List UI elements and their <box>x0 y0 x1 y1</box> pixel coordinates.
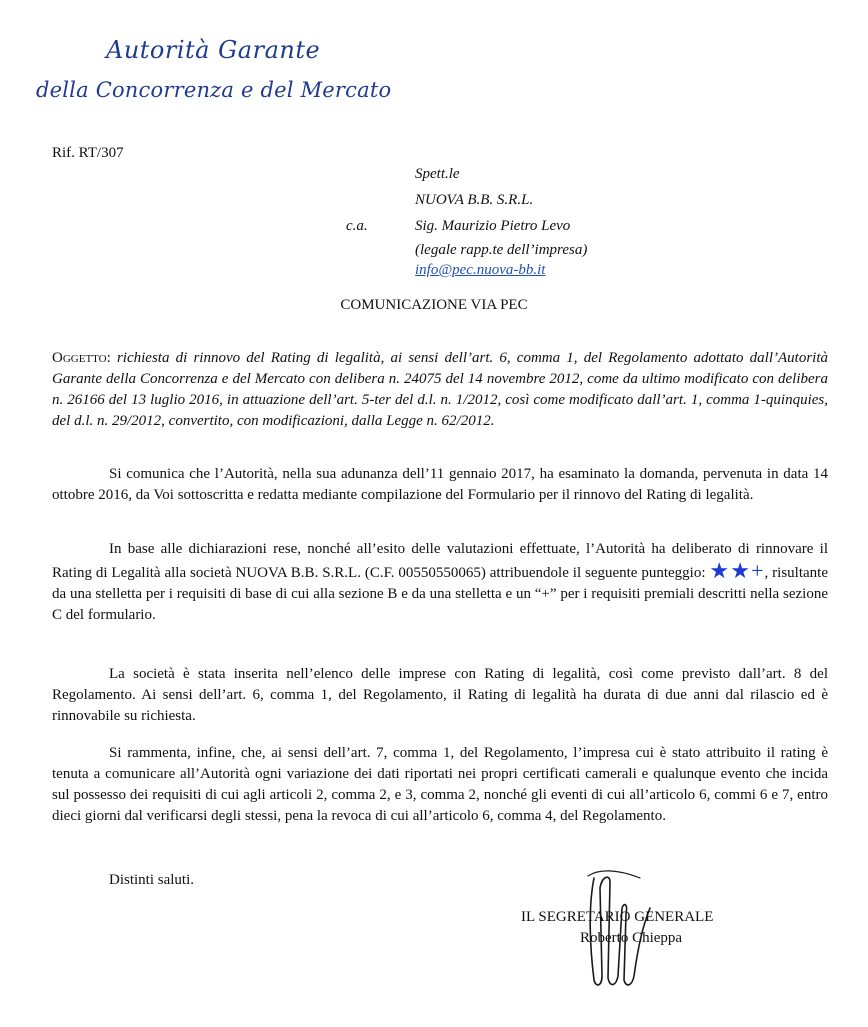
communication-type: COMUNICAZIONE VIA PEC <box>340 297 528 313</box>
body-paragraph-1: Si comunica che l’Autorità, nella sua adunanza dell’11 gennaio 2017, ha esaminato la domanda, pervenuta in data 14 ottobre 2016, da Voi sottoscritta e redatta mediante compilazione del Formulario per il rinnovo del Rating di legalità. <box>52 466 828 503</box>
body-paragraph-2-after: , risultante da una stelletta per i requisiti di base di cui alla sezione B e da una stelletta e un “+” per i requisiti premiali descritti nella sezione C del formulario. <box>52 565 828 623</box>
body-paragraph-4: Si rammenta, infine, che, ai sensi dell’art. 7, comma 1, del Regolamento, l’impresa cui è stato attribuito il rating è tenuta a comunicare all’Autorità ogni variazione dei dati riportati nei propri certificati camerali e qualunque evento che incida sul possesso dei requisiti di cui agli articoli 2, comma 2, e 3, comma 2, nonché gli eventi di cui all’articolo 6, commi 6 e 7, entro dieci giorni dal verificarsi degli stessi, pena la revoca di cui all’articolo 6, comma 4, del Regolamento. <box>52 745 828 824</box>
closing-greeting: Distinti saluti. <box>109 872 195 888</box>
recipient-role: (legale rapp.te dell’impresa) <box>415 242 588 258</box>
authority-logo <box>36 36 392 116</box>
ca-label: c.a. <box>346 218 368 234</box>
signatory-title: IL SEGRETARIO GENERALE <box>521 909 714 925</box>
body-paragraph-2-before: In base alle dichiarazioni rese, nonché all’esito delle valutazioni effettuate, l’Autorità ha deliberato di rinnovare il Rating di Legalità alla società NUOVA B.B. S.R.L. (C.F. 00550550065) attribuendole il seguente punteggio: <box>52 541 828 581</box>
logo-line-2: della Concorrenza e del Mercato <box>36 78 392 102</box>
body-paragraph-3: La società è stata inserita nell’elenco delle imprese con Rating di legalità, così come previsto dall’art. 8 del Regolamento. Ai sensi dell’art. 6, comma 1, del Regolamento, il Rating di legalità ha durata di due anni dal rilascio ed è rinnovabile su richiesta. <box>52 666 828 724</box>
subject-text: richiesta di rinnovo del Rating di legalità, ai sensi dell’art. 6, comma 1, del Regolamento adottato dall’Autorità Garante della Concorrenza e del Mercato con delibera n. 24075 del 14 novembre 2012, come da ultimo modificato con delibera n. 26166 del 13 luglio 2016, in attuazione dell’art. 5-ter del d.l. n. 1/2012, così come modificato dall’art. 1, comma 1-quinquies, del d.l. n. 29/2012, convertito, con modificazioni, dalla Legge n. 62/2012. <box>52 350 829 429</box>
recipient-person: Sig. Maurizio Pietro Levo <box>415 218 571 234</box>
signatory-name: Roberto Chieppa <box>580 930 683 946</box>
recipient-email-link[interactable]: info@pec.nuova-bb.it <box>415 262 546 278</box>
rating-stars-icon: ★★+ <box>709 558 765 583</box>
recipient-company: NUOVA B.B. S.R.L. <box>415 192 534 208</box>
subject-label: Oggetto: <box>52 350 111 366</box>
logo-line-1: Autorità Garante <box>106 36 321 64</box>
body-paragraph-2 <box>52 539 828 626</box>
reference-number: Rif. RT/307 <box>52 145 124 161</box>
subject-paragraph <box>52 348 828 432</box>
recipient-email-wrap <box>415 262 545 279</box>
recipient-salutation: Spett.le <box>415 166 460 182</box>
